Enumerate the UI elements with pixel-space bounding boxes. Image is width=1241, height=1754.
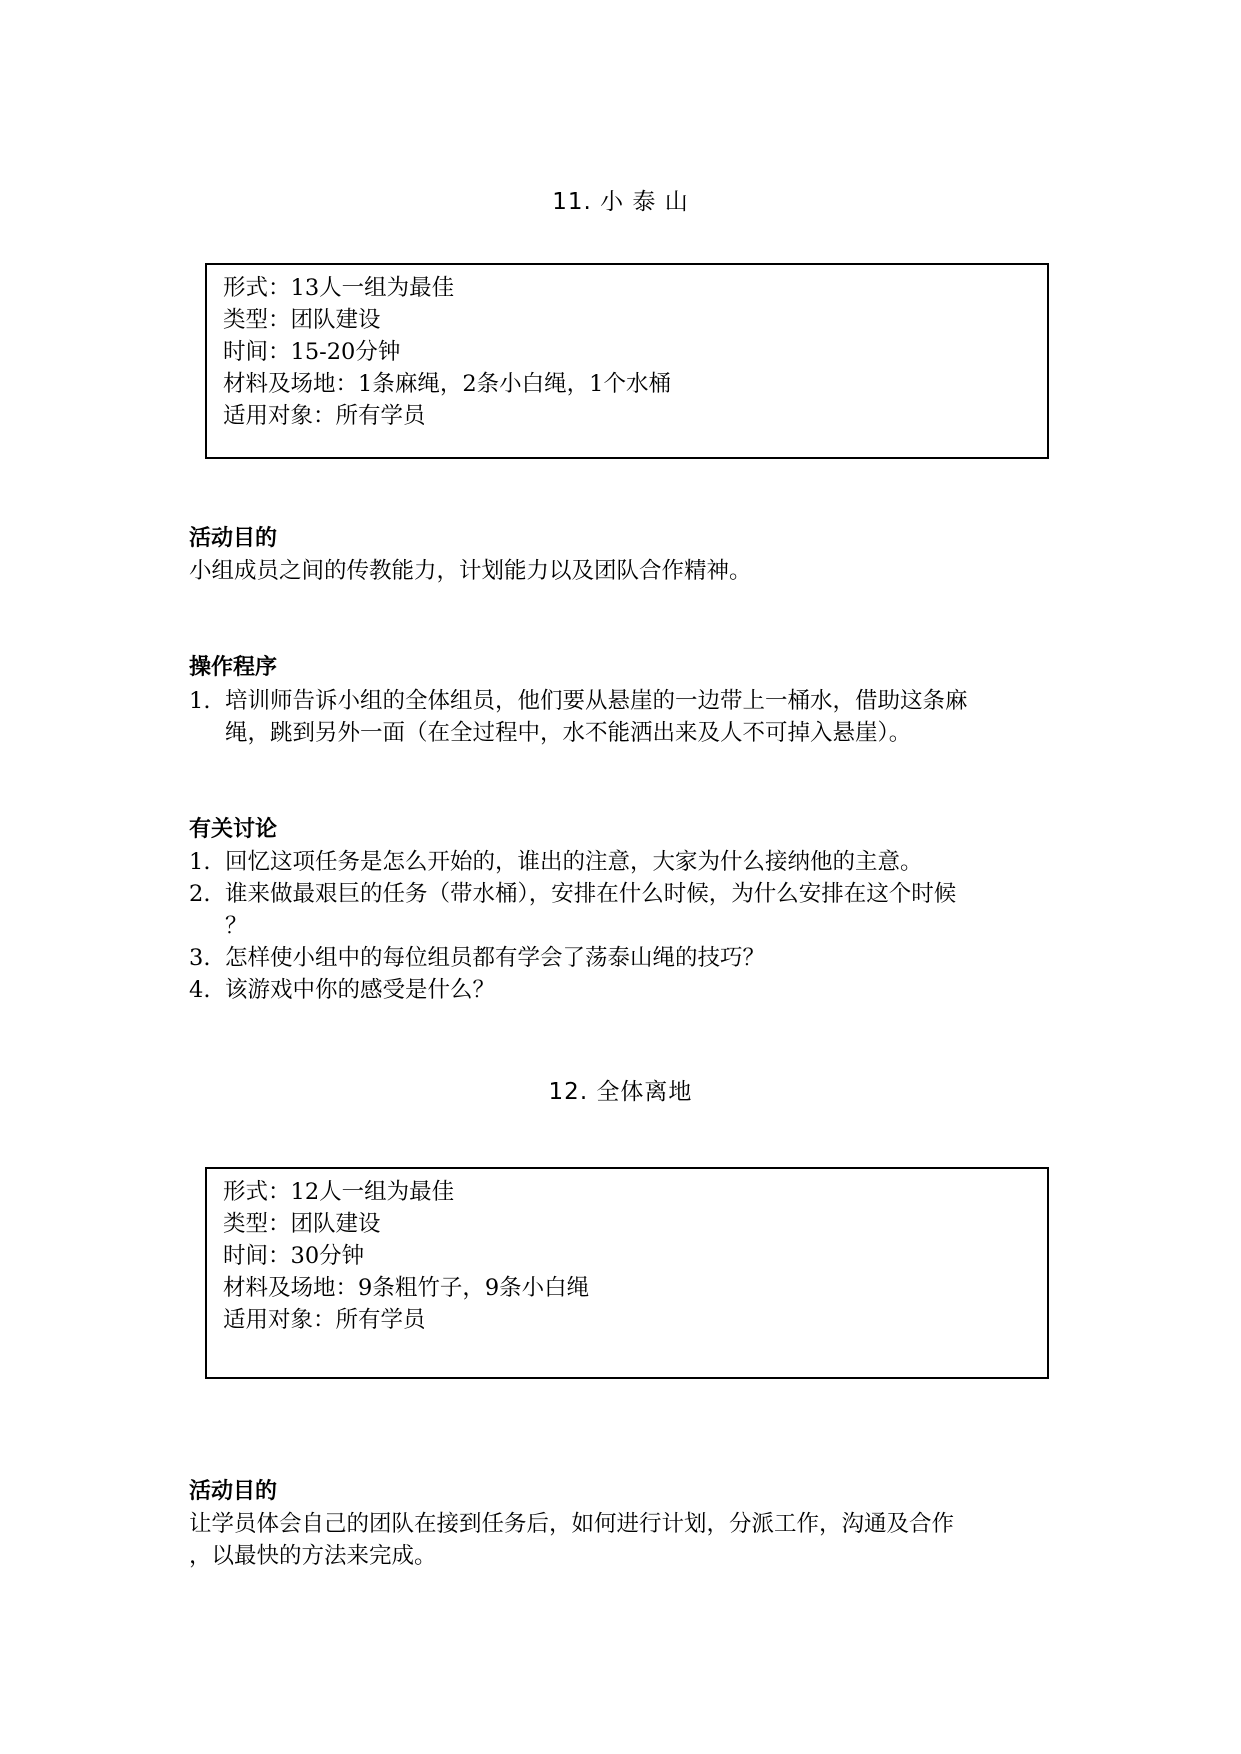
info-audience: 适用对象：所有学员 (223, 403, 426, 429)
purpose-heading: 活动目的 (189, 1479, 278, 1504)
discussion-item (189, 974, 495, 1006)
info-box (205, 263, 1049, 459)
info-format: 形式：13人一组为最佳 (223, 275, 455, 301)
procedure-heading: 操作程序 (189, 655, 278, 680)
info-type: 类型：团队建设 (223, 1211, 381, 1237)
info-format: 形式：12人一组为最佳 (223, 1179, 455, 1205)
item-number: 1. (189, 688, 211, 714)
section-title: 11. 小 泰 山 (552, 189, 689, 215)
procedure-item (189, 685, 968, 717)
item-text: 怎样使小组中的每位组员都有学会了荡泰山绳的技巧？ (225, 945, 766, 971)
section-title: 12. 全体离地 (548, 1079, 693, 1105)
purpose-heading: 活动目的 (189, 526, 278, 551)
info-time: 时间：15-20分钟 (223, 339, 401, 365)
info-audience: 适用对象：所有学员 (223, 1307, 426, 1333)
procedure-item-continued: 绳，跳到另外一面（在全过程中，水不能洒出来及人不可掉入悬崖）。 (225, 720, 912, 746)
purpose-text-continued: ，以最快的方法来完成。 (189, 1543, 437, 1569)
info-box (205, 1167, 1049, 1379)
info-type: 类型：团队建设 (223, 307, 381, 333)
discussion-item-continued: ？ (225, 913, 248, 939)
purpose-text: 小组成员之间的传教能力，计划能力以及团队合作精神。 (189, 558, 752, 584)
info-materials: 材料及场地：1条麻绳，2条小白绳，1个水桶 (223, 371, 671, 397)
item-number: 4. (189, 977, 211, 1003)
purpose-text: 让学员体会自己的团队在接到任务后，如何进行计划，分派工作，沟通及合作 (189, 1511, 955, 1537)
item-text: 培训师告诉小组的全体组员，他们要从悬崖的一边带上一桶水，借助这条麻 (225, 688, 968, 714)
discussion-heading: 有关讨论 (189, 817, 278, 842)
info-time: 时间：30分钟 (223, 1243, 365, 1269)
discussion-item (189, 942, 765, 974)
item-text: 回忆这项任务是怎么开始的，谁出的注意，大家为什么接纳他的主意。 (225, 849, 923, 875)
item-number: 1. (189, 849, 211, 875)
discussion-item (189, 846, 923, 878)
item-number: 3. (189, 945, 211, 971)
item-text: 谁来做最艰巨的任务（带水桶），安排在什么时候，为什么安排在这个时候 (225, 881, 957, 907)
discussion-item (189, 878, 956, 910)
item-number: 2. (189, 881, 211, 907)
item-text: 该游戏中你的感受是什么？ (225, 977, 496, 1003)
info-materials: 材料及场地：9条粗竹子，9条小白绳 (223, 1275, 590, 1301)
